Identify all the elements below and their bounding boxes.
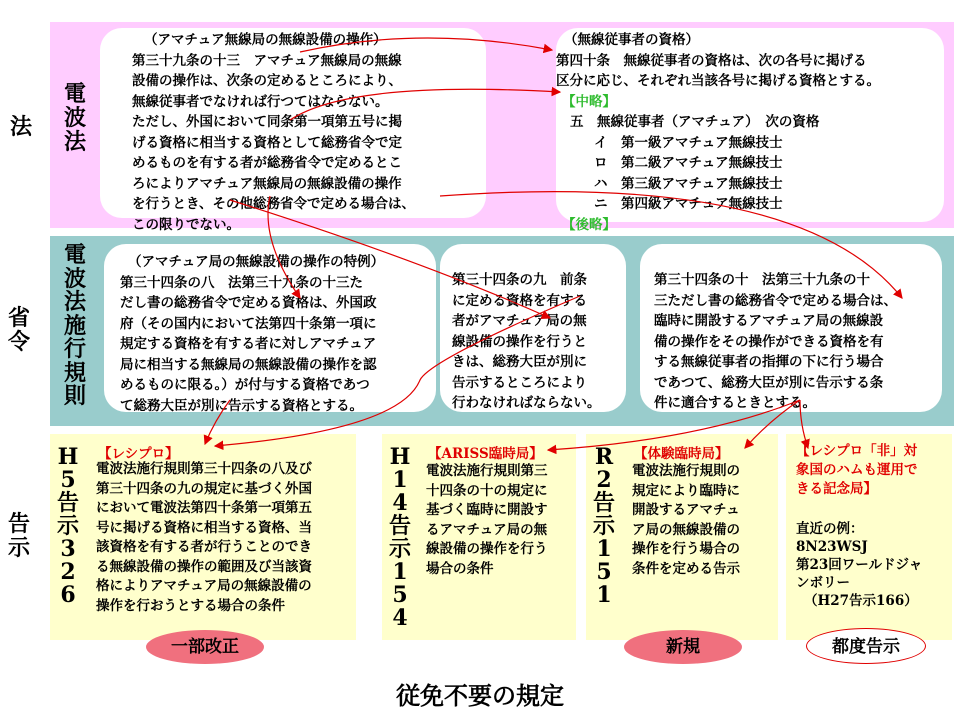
notice-line: ア局の無線設備の: [632, 521, 740, 538]
notice-tag: 【ARISS臨時局】: [428, 446, 543, 462]
ord-left-heading: （アマチュア局の無線設備の操作の特例）: [128, 254, 385, 270]
ord-left-line: めるものに限る。）が付与する資格であつ: [120, 377, 370, 393]
row-label-law: 法: [10, 114, 33, 140]
law-article-40: [556, 28, 944, 233]
law-right-item-head: 五 無線従事者（アマチュア） 次の資格: [570, 114, 820, 130]
ord-left-line: 局に相当する無線局の無線設備の操作を認: [120, 356, 377, 373]
omit-mark: 【中略】: [562, 93, 616, 110]
notice-body: [426, 462, 574, 579]
law-left-heading: （アマチュア無線局の無線設備の操作）: [144, 32, 387, 48]
notice-line: 第三十四条の九の規定に基づく外国: [96, 480, 312, 497]
omit-mark: 【後略】: [562, 216, 616, 233]
law-article-39-13: [100, 28, 486, 233]
license-item: ニ 第四級アマチュア無線技士: [594, 196, 783, 212]
notice-line: （H27告示166）: [804, 593, 918, 609]
ord-mid-line: 告示するところにより: [452, 374, 587, 391]
ord-left-line: だし書の総務省令で定める資格は、外国政: [120, 295, 377, 311]
row-label-ordinance: 省 令: [7, 305, 30, 355]
law-left-line: ただし、外国において同条第一項第五号に掲: [132, 114, 402, 130]
law-left-line: 第三十九条の十三 アマチュア無線局の無線: [132, 52, 402, 69]
notice-code: H 5 告 示 3 2 6: [56, 444, 79, 608]
notice-code: H 1 4 告 示 1 5 4: [388, 444, 411, 631]
notice-line: 開設するアマチュ: [632, 502, 740, 518]
notice-line: 線設備の操作を行う: [426, 541, 548, 557]
notice-tag-line: きる記念局】: [796, 481, 877, 497]
notice-tag: 【体験臨時局】: [634, 446, 729, 462]
notice-line: 基づく臨時に開設す: [426, 502, 548, 518]
ordinance-name: 電 波 法 施 行 規 則: [63, 242, 86, 409]
ord-mid-line: 者がアマチュア局の無: [452, 313, 587, 329]
ord-mid-line: 線設備の操作を行うと: [452, 333, 587, 350]
law-left-line: この限りでない。: [132, 216, 240, 233]
license-item: イ 第一級アマチュア無線技士: [594, 134, 783, 151]
notice-line: において電波法第四十条第一項第五: [96, 500, 312, 516]
license-item: ロ 第二級アマチュア無線技士: [594, 155, 783, 171]
row-label-notice: 告 示: [7, 511, 30, 561]
ordinance-article-34-10: [640, 244, 942, 412]
notice-body: [632, 462, 778, 579]
ord-mid-line: に定める資格を有する: [452, 292, 587, 309]
notice-body: [96, 460, 354, 616]
law-right-line: 第四十条 無線従事者の資格は、次の各号に掲げる: [556, 52, 867, 69]
badge-partial-amendment: 一部改正: [146, 630, 264, 664]
notice-line: 規定により臨時に: [632, 482, 740, 499]
ordinance-article-34-9: [440, 244, 626, 412]
ord-left-line: て総務大臣が別に告示する資格とする。: [120, 397, 363, 414]
notice-line: 第23回ワールドジャ: [796, 557, 923, 573]
notice-line: 十四条の十の規定に: [426, 482, 548, 499]
notice-line: 条件を定める告示: [632, 560, 740, 577]
law-right-heading: （無線従事者の資格）: [564, 32, 699, 48]
ord-left-line: 規定する資格を有する者に対しアマチュア: [120, 336, 377, 352]
law-left-line: めるものを有する者が総務省令で定めるとこ: [132, 155, 402, 171]
badge-each-time: 都度告示: [806, 628, 926, 664]
notice-line: ンボリー: [796, 575, 850, 591]
ord-left-line: 第三十四条の八 法第三十九条の十三た: [120, 274, 363, 291]
ord-right-line: 三ただし書の総務省令で定める場合は、: [654, 292, 897, 309]
notice-tag-line: 【レシプロ「非」対: [796, 443, 918, 459]
notice-tag-line: 象国のハムも運用で: [796, 462, 918, 478]
notice-tag: [796, 442, 918, 499]
ord-right-line: 臨時に開設するアマチュア局の無線設: [654, 313, 884, 329]
law-left-line: ろによりアマチュア無線局の無線設備の操作: [132, 175, 402, 192]
notice-line: 直近の例：: [796, 521, 864, 537]
notice-tag: 【レシプロ】: [98, 446, 179, 462]
notice-code: R 2 告 示 1 5 1: [592, 444, 615, 608]
notice-line: 格によりアマチュア局の無線設備の: [96, 578, 312, 594]
notice-line: 該資格を有する者が行うことのでき: [96, 539, 312, 555]
notice-line: 操作を行う場合の: [632, 541, 740, 557]
law-left-line: 設備の操作は、次条の定めるところにより、: [132, 73, 402, 89]
ordinance-article-34-8: [104, 244, 436, 412]
ord-right-line: であつて、総務大臣が別に告示する条: [654, 374, 884, 391]
ord-mid-line: きは、総務大臣が別に: [452, 354, 587, 370]
law-right-line: 区分に応じ、それぞれ当該各号に掲げる資格とする。: [556, 73, 880, 89]
ord-mid-line: 第三十四条の九 前条: [452, 272, 587, 288]
license-item: ハ 第三級アマチュア無線技士: [594, 175, 783, 192]
law-left-line: を行うとき、その他総務省令で定める場合は、: [132, 196, 415, 212]
notice-line: 電波法施行規則の: [632, 463, 740, 479]
law-name: 電 波 法: [63, 81, 86, 155]
notice-line: 場合の条件: [426, 560, 494, 577]
notice-line: 号に掲げる資格に相当する資格、当: [96, 519, 312, 536]
notice-line: 電波法施行規則第三: [426, 463, 548, 479]
law-left-line: げる資格に相当する資格として総務省令で定: [132, 134, 402, 151]
page-title: 従免不要の規定: [396, 681, 564, 710]
ord-right-line: 第三十四条の十 法第三十九条の十: [654, 272, 870, 288]
ord-right-line: 件に適合するときとする。: [654, 395, 816, 411]
badge-new: 新規: [624, 630, 742, 664]
ord-right-line: する無線従事者の指揮の下に行う場合: [654, 354, 884, 370]
ord-mid-line: 行わなければならない。: [452, 395, 601, 411]
notice-line: 電波法施行規則第三十四条の八及び: [96, 461, 312, 477]
notice-body: [796, 520, 950, 610]
notice-line: る無線設備の操作の範囲及び当該資: [96, 558, 312, 575]
law-left-line: 無線従事者でなければ行つてはならない。: [132, 93, 389, 110]
notice-line: 操作を行おうとする場合の条件: [96, 597, 285, 614]
ord-left-line: 府（その国内において法第四十条第一項に: [120, 315, 377, 332]
notice-line: 8N23WSJ: [796, 539, 868, 555]
ord-right-line: 備の操作をその操作ができる資格を有: [654, 333, 884, 350]
notice-line: るアマチュア局の無: [426, 521, 548, 538]
